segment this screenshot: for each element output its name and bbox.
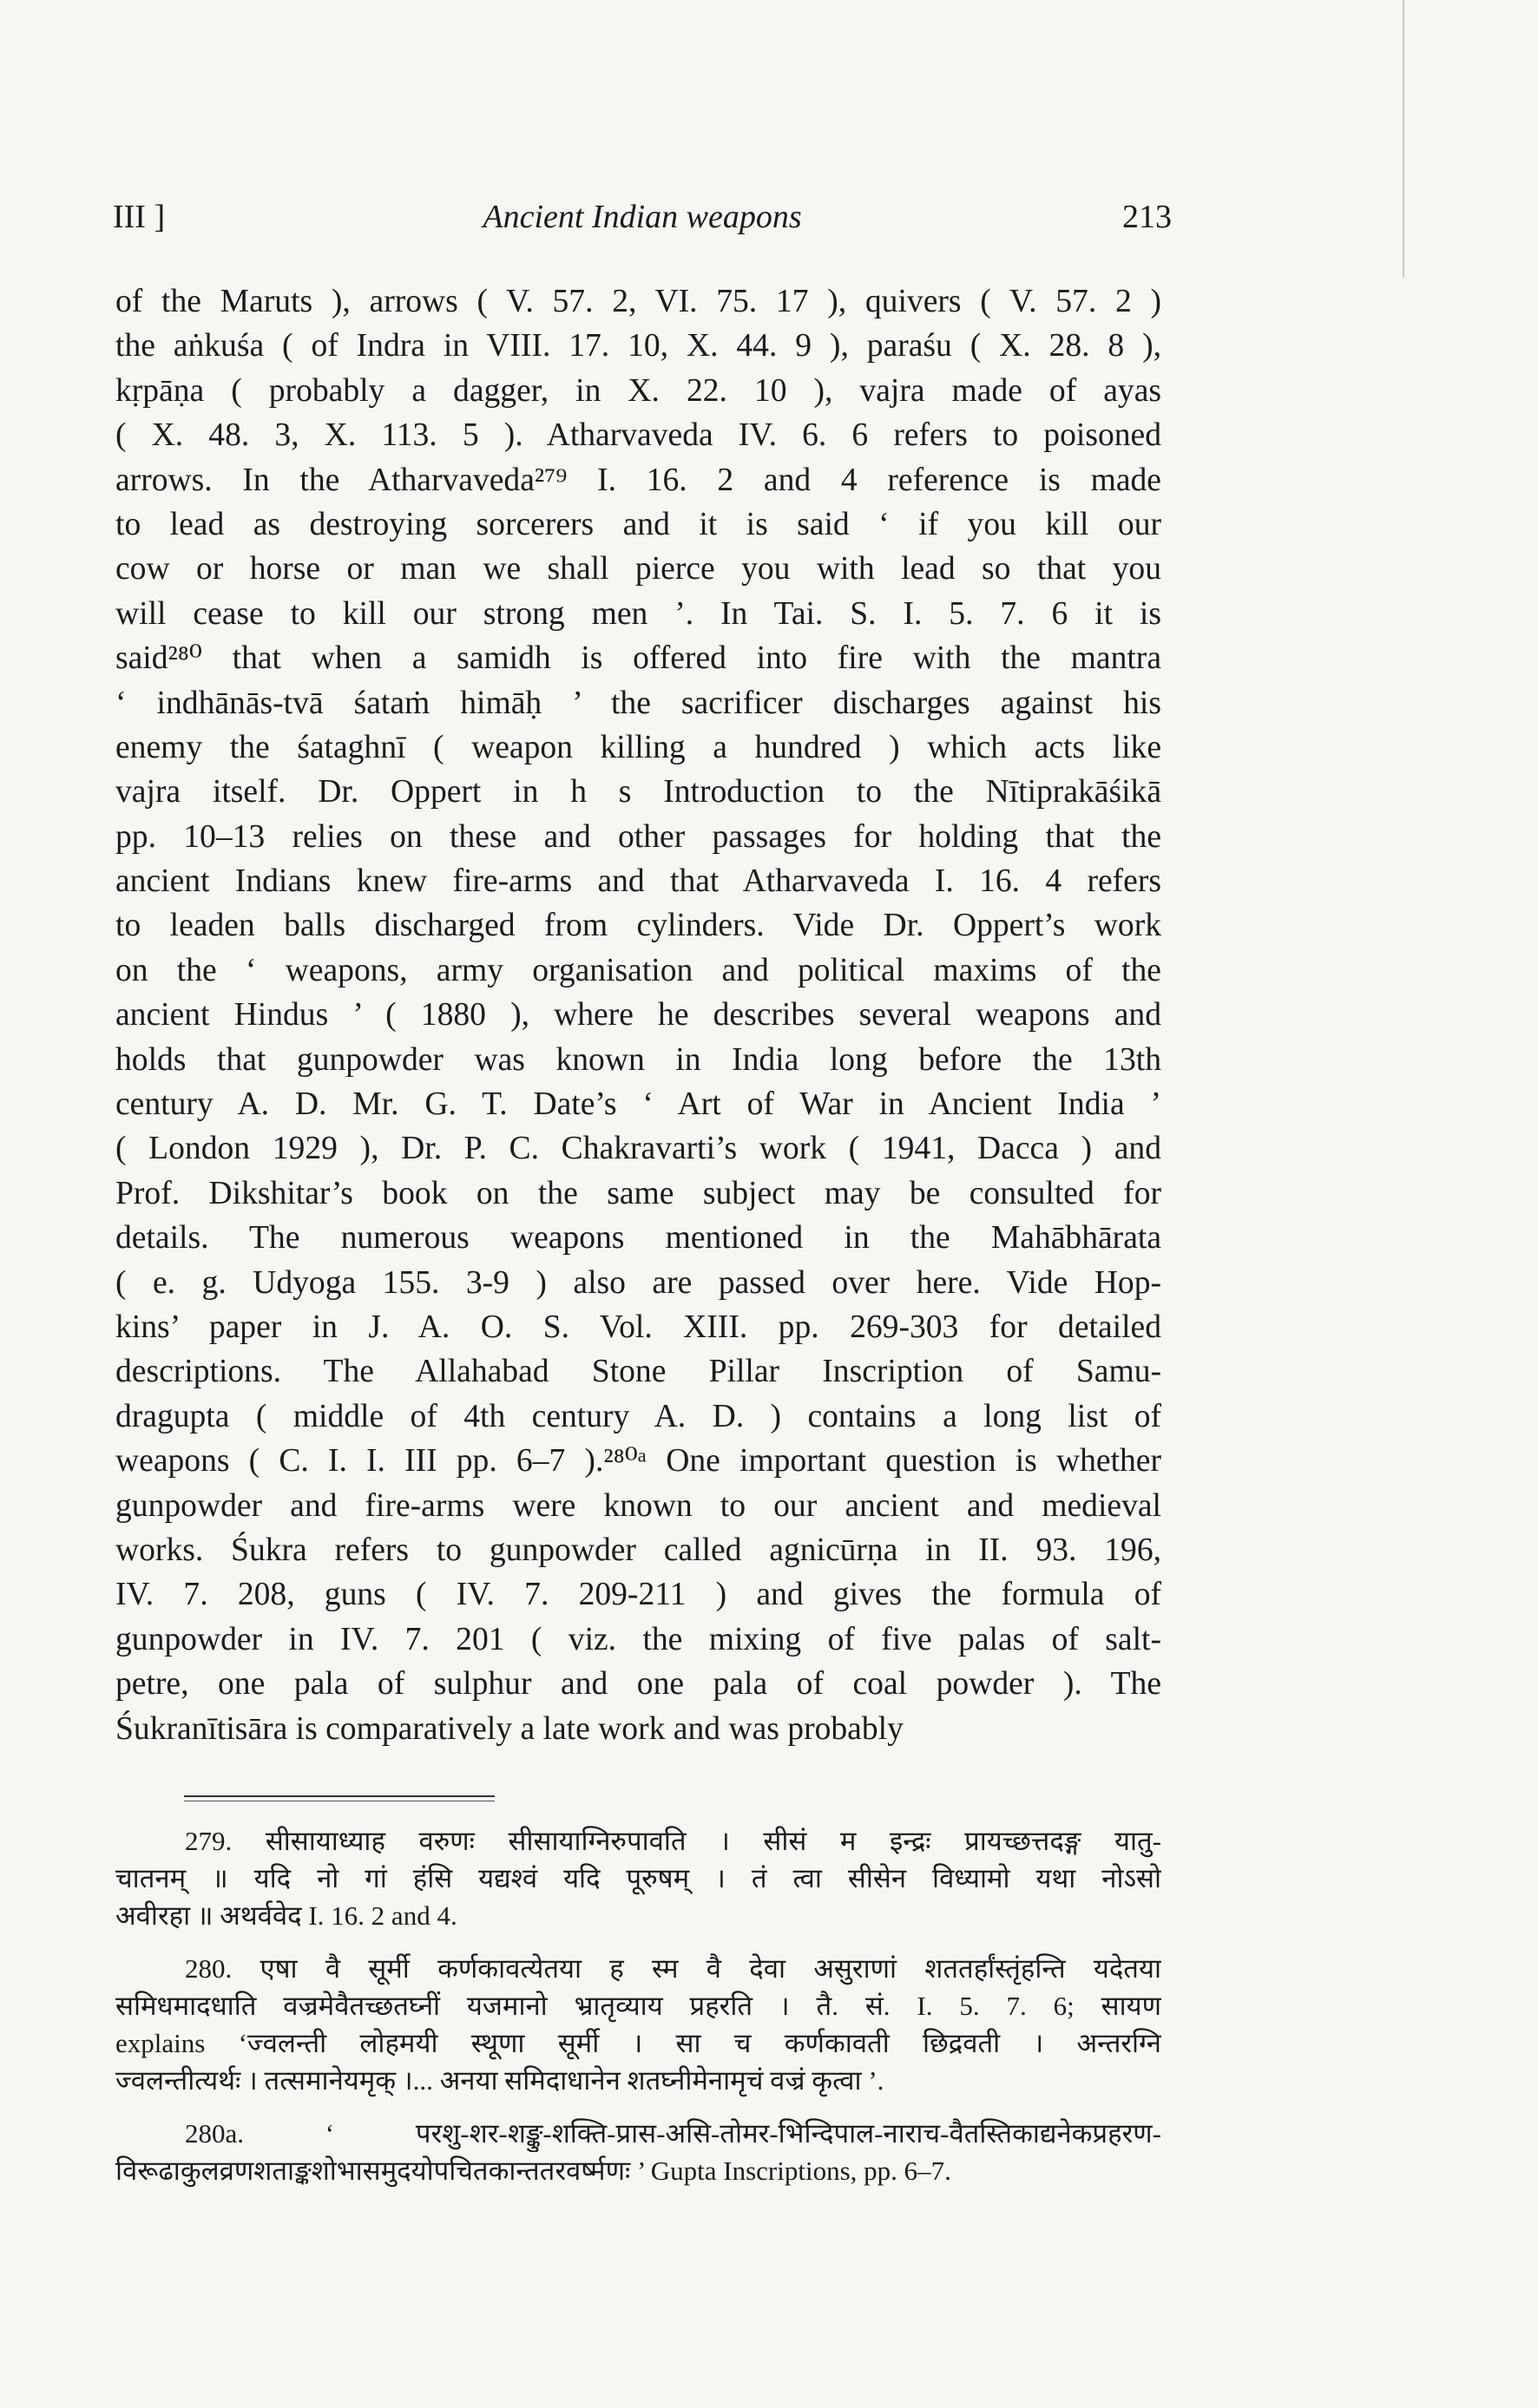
text-line: kins’ paper in J. A. O. S. Vol. XIII. pp. 269-303 for detailed (115, 1309, 1161, 1345)
running-title: Ancient Indian weapons (483, 199, 802, 235)
page-number: 213 (1122, 199, 1172, 235)
text-line: said²⁸⁰ that when a samidh is offered into fire with the mantra (115, 640, 1161, 677)
footnote-line: समिधमादधाति वज्रमेवैतच्छतघ्नीं यजमानो भ्रातृव्याय प्रहरति । तै. सं. I. 5. 7. 6; सायण (115, 1991, 1161, 2021)
text-line: details. The numerous weapons mentioned in the Mahābhārata (115, 1220, 1161, 1256)
footnote-line: explains ‘ज्वलन्ती लोहमयी स्थूणा सूर्मी । सा च कर्णकावती छिद्रवती । अन्तरग्नि (115, 2028, 1161, 2058)
footnotes (115, 1822, 1161, 2205)
text-line: to leaden balls discharged from cylinders. Vide Dr. Oppert’s work (115, 908, 1161, 944)
running-header (113, 198, 1172, 250)
footnote (115, 1950, 1161, 2099)
text-line: ( X. 48. 3, X. 113. 5 ). Atharvaveda IV. 6. 6 refers to poisoned (115, 417, 1161, 454)
footnote-line: विरूढाकुलव्रणशताङ्कशोभासमुदयोपचितकान्ततरवर्ष्मणः ’ Gupta Inscriptions, pp. 6–7. (115, 2155, 951, 2186)
text-line: ‘ indhānās-tvā śataṁ himāḥ ’ the sacrificer discharges against his (115, 685, 1161, 721)
text-line: holds that gunpowder was known in India long before the 13th (115, 1041, 1161, 1078)
text-line: kṛpāṇa ( probably a dagger, in X. 22. 10 ), vajra made of ayas (115, 372, 1161, 409)
text-line: weapons ( C. I. I. III pp. 6–7 ).²⁸⁰ᵃ One important question is whether (115, 1443, 1161, 1480)
footnote-line: 280. एषा वै सूर्मी कर्णकावत्येतया ह स्म वै देवा असुराणां शततर्हांस्तृंहन्ति यदेतया (185, 1953, 1161, 1984)
text-line: Śukranītisāra is comparatively a late work and was probably (115, 1710, 904, 1747)
text-line: pp. 10–13 relies on these and other passages for holding that the (115, 818, 1161, 855)
text-line: vajra itself. Dr. Oppert in h s Introduction to the Nītiprakāśikā (115, 774, 1161, 810)
text-line: century A. D. Mr. G. T. Date’s ‘ Art of War in Ancient India ’ (115, 1086, 1161, 1123)
text-line: ( London 1929 ), Dr. P. C. Chakravarti’s work ( 1941, Dacca ) and (115, 1131, 1161, 1167)
text-line: Prof. Dikshitar’s book on the same subject may be consulted for (115, 1175, 1161, 1211)
text-line: IV. 7. 208, guns ( IV. 7. 209-211 ) and gives the formula of (115, 1577, 1161, 1613)
footnote-separator (184, 1795, 495, 1797)
footnote (115, 2115, 1161, 2189)
text-line: enemy the śataghnī ( weapon killing a hundred ) which acts like (115, 729, 1161, 765)
text-line: gunpowder in IV. 7. 201 ( viz. the mixing of five palas of salt- (115, 1621, 1161, 1657)
text-line: of the Maruts ), arrows ( V. 57. 2, VI. 75. 17 ), quivers ( V. 57. 2 ) (115, 284, 1161, 319)
text-line: descriptions. The Allahabad Stone Pillar Inscription of Samu- (115, 1354, 1161, 1390)
text-line: ( e. g. Udyoga 155. 3-9 ) also are passed over here. Vide Hop- (115, 1264, 1161, 1301)
footnote-line: ज्वलन्तीत्यर्थः । तत्समानेयमृक् ।... अनया समिदाधानेन शतघ्नीमेनामृचं वज्रं कृत्वा ’. (115, 2065, 884, 2096)
text-line: gunpowder and fire-arms were known to our ancient and medieval (115, 1487, 1161, 1524)
text-line: to lead as destroying sorcerers and it is said ‘ if you kill our (115, 506, 1161, 542)
footnote-line: 280a. ‘ परशु-शर-शङ्कु-शक्ति-प्रास-असि-तोमर-भिन्दिपाल-नाराच-वैतस्तिकाद्यनेकप्रहरण- (185, 2118, 1161, 2149)
text-line: the aṅkuśa ( of Indra in VIII. 17. 10, X. 44. 9 ), paraśu ( X. 28. 8 ), (115, 328, 1161, 364)
text-line: arrows. In the Atharvaveda²⁷⁹ I. 16. 2 and 4 reference is made (115, 462, 1161, 498)
page-edge-line (1403, 0, 1404, 278)
section-number: III ] (113, 199, 166, 235)
footnote-line: चातनम् ॥ यदि नो गां हंसि यद्यश्वं यदि पूरुषम् । तं त्वा सीसेन विध्यामो यथा नोऽसो (115, 1863, 1161, 1893)
text-line: dragupta ( middle of 4th century A. D. ) contains a long list of (115, 1398, 1161, 1434)
footnote-line: 279. सीसायाध्याह वरुणः सीसायाग्निरुपावति । सीसं म इन्द्रः प्रायच्छत्तदङ्ग यातु- (185, 1826, 1161, 1856)
footnote-line: अवीरहा ॥ अथर्ववेद I. 16. 2 and 4. (115, 1900, 457, 1931)
text-line: ancient Indians knew fire-arms and that Atharvaveda I. 16. 4 refers (115, 863, 1161, 900)
text-line: will cease to kill our strong men ’. In Tai. S. I. 5. 7. 6 it is (115, 595, 1161, 632)
main-text (115, 279, 1161, 1751)
text-line: petre, one pala of sulphur and one pala of coal powder ). The (115, 1666, 1161, 1703)
text-line: works. Śukra refers to gunpowder called agnicūrṇa in II. 93. 196, (115, 1532, 1161, 1568)
footnote (115, 1822, 1161, 1934)
text-line: on the ‘ weapons, army organisation and political maxims of the (115, 952, 1161, 988)
text-line: ancient Hindus ’ ( 1880 ), where he describes several weapons and (115, 997, 1161, 1033)
text-line: cow or horse or man we shall pierce you with lead so that you (115, 551, 1161, 587)
